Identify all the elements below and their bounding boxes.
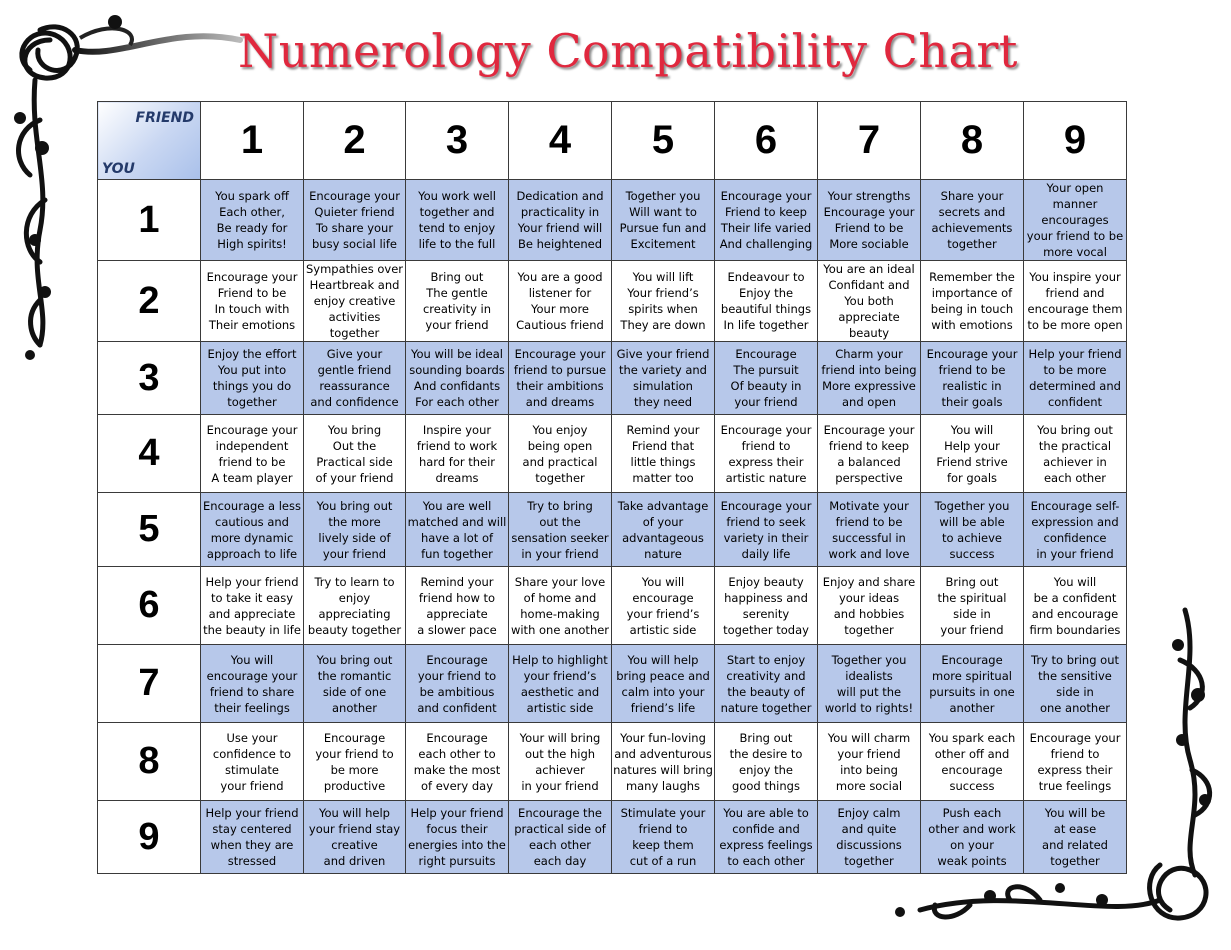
compatibility-cell: Bring out the spiritual side in your friend [921, 567, 1024, 645]
compatibility-cell: You are an ideal Confidant and You both appreciate beauty [818, 261, 921, 342]
compatibility-cell: Sympathies over Heartbreak and enjoy creative activities together [304, 261, 406, 342]
table-row [98, 493, 1127, 567]
compatibility-cell: Take advantage of your advantageous nature [612, 493, 715, 567]
compatibility-cell: You will charm your friend into being more social [818, 723, 921, 801]
compatibility-cell: Encourage more spiritual pursuits in one another [921, 645, 1024, 723]
column-header: 2 [304, 102, 406, 180]
compatibility-cell: Charm your friend into being More expressive and open [818, 342, 921, 415]
compatibility-cell: Push each other and work on your weak points [921, 801, 1024, 874]
compatibility-cell: You are a good listener for Your more Cautious friend [509, 261, 612, 342]
compatibility-cell: Remind your Friend that little things matter too [612, 415, 715, 493]
compatibility-table [97, 101, 1127, 874]
compatibility-cell: You will help your friend stay creative and driven [304, 801, 406, 874]
column-header: 1 [201, 102, 304, 180]
row-axis-label: YOU [102, 161, 135, 177]
compatibility-cell: Encourage your Friend to keep Their life varied And challenging [715, 180, 818, 261]
table-row [98, 342, 1127, 415]
table-row [98, 801, 1127, 874]
compatibility-cell: You will lift Your friend’s spirits when They are down [612, 261, 715, 342]
row-header: 8 [98, 723, 201, 801]
row-header: 1 [98, 180, 201, 261]
compatibility-cell: Motivate your friend to be successful in work and love [818, 493, 921, 567]
compatibility-cell: Remember the importance of being in touch with emotions [921, 261, 1024, 342]
column-header: 9 [1024, 102, 1127, 180]
compatibility-cell: Together you Will want to Pursue fun and Excitement [612, 180, 715, 261]
compatibility-cell: Encourage your friend to express their artistic nature [715, 415, 818, 493]
compatibility-cell: Encourage self- expression and confidence in your friend [1024, 493, 1127, 567]
table-row [98, 723, 1127, 801]
compatibility-cell: Try to bring out the sensation seeker in your friend [509, 493, 612, 567]
compatibility-cell: You are well matched and will have a lot of fun together [406, 493, 509, 567]
row-header: 2 [98, 261, 201, 342]
compatibility-cell: You bring Out the Practical side of your friend [304, 415, 406, 493]
compatibility-cell: Help your friend focus their energies into the right pursuits [406, 801, 509, 874]
compatibility-cell: You spark each other off and encourage success [921, 723, 1024, 801]
column-axis-label: FRIEND [135, 110, 194, 126]
compatibility-cell: Encourage your friend to be realistic in their goals [921, 342, 1024, 415]
compatibility-cell: You will help bring peace and calm into your friend’s life [612, 645, 715, 723]
compatibility-cell: Give your gentle friend reassurance and confidence [304, 342, 406, 415]
table-row [98, 415, 1127, 493]
compatibility-cell: You enjoy being open and practical together [509, 415, 612, 493]
header-row [98, 102, 1127, 180]
compatibility-cell: You will be a confident and encourage firm boundaries [1024, 567, 1127, 645]
compatibility-cell: Together you will be able to achieve success [921, 493, 1024, 567]
compatibility-cell: Enjoy the effort You put into things you do together [201, 342, 304, 415]
column-header: 7 [818, 102, 921, 180]
page-title: Numerology Compatibility Chart [238, 24, 1018, 78]
compatibility-cell: Stimulate your friend to keep them cut of a run [612, 801, 715, 874]
compatibility-cell: Encourage your Friend to be In touch with Their emotions [201, 261, 304, 342]
compatibility-cell: Encourage your friend to pursue their ambitions and dreams [509, 342, 612, 415]
compatibility-cell: Dedication and practicality in Your friend will Be heightened [509, 180, 612, 261]
row-header: 7 [98, 645, 201, 723]
compatibility-cell: Your open manner encourages your friend to be more vocal [1024, 180, 1127, 261]
compatibility-cell: Encourage your Quieter friend To share your busy social life [304, 180, 406, 261]
compatibility-cell: Help your friend to take it easy and appreciate the beauty in life [201, 567, 304, 645]
compatibility-cell: You spark off Each other, Be ready for High spirits! [201, 180, 304, 261]
compatibility-cell: Encourage your friend to keep a balanced perspective [818, 415, 921, 493]
column-header: 8 [921, 102, 1024, 180]
row-header: 4 [98, 415, 201, 493]
compatibility-cell: Share your secrets and achievements together [921, 180, 1024, 261]
compatibility-cell: Encourage each other to make the most of every day [406, 723, 509, 801]
compatibility-cell: Encourage your friend to be ambitious and confident [406, 645, 509, 723]
compatibility-cell: Give your friend the variety and simulation they need [612, 342, 715, 415]
compatibility-cell: You will encourage your friend’s artistic side [612, 567, 715, 645]
table-row [98, 180, 1127, 261]
row-header: 3 [98, 342, 201, 415]
compatibility-cell: You will Help your Friend strive for goals [921, 415, 1024, 493]
compatibility-cell: Inspire your friend to work hard for their dreams [406, 415, 509, 493]
table-row [98, 261, 1127, 342]
column-header: 5 [612, 102, 715, 180]
corner-cell [98, 102, 201, 180]
table-row [98, 645, 1127, 723]
compatibility-cell: Help to highlight your friend’s aesthetic and artistic side [509, 645, 612, 723]
compatibility-cell: Encourage a less cautious and more dynamic approach to life [201, 493, 304, 567]
compatibility-cell: Your strengths Encourage your Friend to be More sociable [818, 180, 921, 261]
compatibility-cell: You work well together and tend to enjoy life to the full [406, 180, 509, 261]
compatibility-cell: Bring out the desire to enjoy the good things [715, 723, 818, 801]
column-header: 3 [406, 102, 509, 180]
compatibility-cell: You are able to confide and express feelings to each other [715, 801, 818, 874]
compatibility-cell: You will be ideal sounding boards And confidants For each other [406, 342, 509, 415]
table-row [98, 567, 1127, 645]
compatibility-cell: Help your friend to be more determined and confident [1024, 342, 1127, 415]
row-header: 6 [98, 567, 201, 645]
compatibility-cell: Use your confidence to stimulate your friend [201, 723, 304, 801]
compatibility-cell: Bring out The gentle creativity in your friend [406, 261, 509, 342]
column-header: 6 [715, 102, 818, 180]
compatibility-cell: Together you idealists will put the world to rights! [818, 645, 921, 723]
compatibility-cell: Encourage The pursuit Of beauty in your friend [715, 342, 818, 415]
compatibility-cell: Try to bring out the sensitive side in one another [1024, 645, 1127, 723]
compatibility-cell: Help your friend stay centered when they are stressed [201, 801, 304, 874]
compatibility-cell: Enjoy and share your ideas and hobbies together [818, 567, 921, 645]
compatibility-cell: Encourage your friend to seek variety in their daily life [715, 493, 818, 567]
compatibility-cell: You will encourage your friend to share their feelings [201, 645, 304, 723]
row-header: 5 [98, 493, 201, 567]
compatibility-cell: Your will bring out the high achiever in your friend [509, 723, 612, 801]
compatibility-cell: Your fun-loving and adventurous natures will bring many laughs [612, 723, 715, 801]
compatibility-cell: Enjoy calm and quite discussions together [818, 801, 921, 874]
compatibility-cell: Enjoy beauty happiness and serenity together today [715, 567, 818, 645]
compatibility-cell: Try to learn to enjoy appreciating beauty together [304, 567, 406, 645]
compatibility-cell: Encourage your friend to express their true feelings [1024, 723, 1127, 801]
compatibility-cell: Start to enjoy creativity and the beauty of nature together [715, 645, 818, 723]
compatibility-cell: Encourage your independent friend to be A team player [201, 415, 304, 493]
compatibility-cell: Endeavour to Enjoy the beautiful things In life together [715, 261, 818, 342]
compatibility-cell: You bring out the more lively side of your friend [304, 493, 406, 567]
compatibility-cell: Share your love of home and home-making with one another [509, 567, 612, 645]
compatibility-cell: Encourage your friend to be more productive [304, 723, 406, 801]
compatibility-cell: Encourage the practical side of each other each day [509, 801, 612, 874]
compatibility-cell: You bring out the romantic side of one another [304, 645, 406, 723]
compatibility-cell: Remind your friend how to appreciate a slower pace [406, 567, 509, 645]
compatibility-cell: You bring out the practical achiever in each other [1024, 415, 1127, 493]
row-header: 9 [98, 801, 201, 874]
column-header: 4 [509, 102, 612, 180]
compatibility-cell: You will be at ease and related together [1024, 801, 1127, 874]
compatibility-cell: You inspire your friend and encourage them to be more open [1024, 261, 1127, 342]
